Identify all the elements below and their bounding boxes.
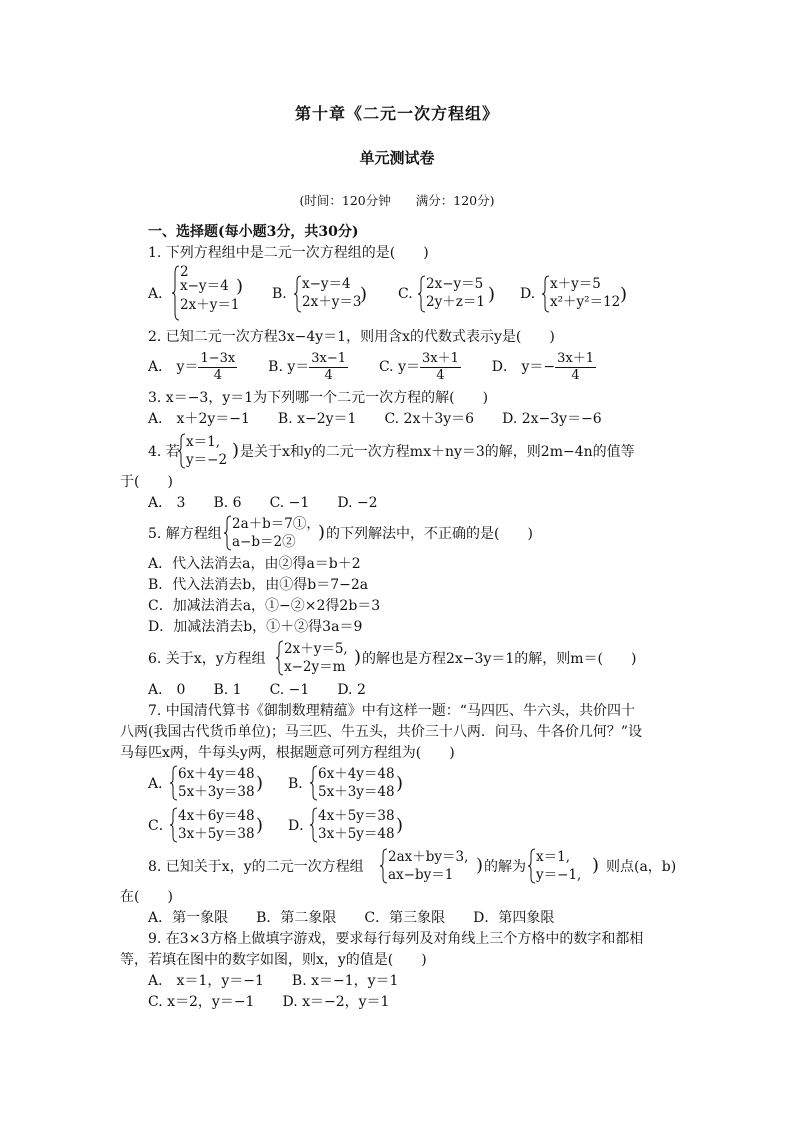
page-subtitle: 单元测试卷 (359, 149, 435, 167)
q7-option-a: 6x＋4y＝48 5x＋3y＝38 ) (170, 765, 255, 801)
q5-option-d: D．加减法消去b，①＋②得3a＝9 (148, 619, 363, 635)
time-info: (时间：120分钟 满分：120分) (299, 193, 495, 208)
q5-option-a: A．代入法消去a，由②得a＝b＋2 (148, 556, 361, 572)
left-brace-icon (294, 275, 302, 313)
page-title: 第十章《二元一次方程组》 (294, 104, 499, 123)
fraction: $\frac{3x-1}{4}$ (311, 350, 347, 383)
left-brace-icon (172, 265, 180, 321)
q1-option-b: x−y＝4 2x＋y＝3 ) (294, 275, 361, 311)
q7-line3: 马每匹x两，牛每头y两，根据题意可列方程组为( ) (120, 745, 455, 761)
q7-label-b: B． (288, 776, 313, 792)
q5-option-c: C．加减法消去a，①−②×2得2b＝3 (148, 598, 381, 614)
q2-options: A． y＝ $\frac{1-3x}{4}$ B. y＝ $\frac{3x-1}{4}$ C. y＝ $\frac{3x+1}{4}$ D． y＝− $\frac{3x+1}{4}$ (148, 350, 594, 383)
left-brace-icon (528, 848, 536, 884)
left-brace-icon (178, 433, 186, 469)
q7-label-a: A． (148, 776, 173, 792)
q7-option-b: 6x＋4y＝48 5x＋3y＝48 ) (310, 765, 395, 801)
left-brace-icon (170, 765, 178, 801)
q3-options: A． x＋2y＝−1 B. x−2y＝1 C. 2x＋3y＝6 D. 2x−3y＝−6 (148, 411, 602, 427)
q1-option-d: x＋y＝5 x²＋y²＝12 ) (542, 275, 620, 311)
q5-option-b: B．代入法消去b，由①得b＝7−2a (148, 577, 369, 593)
q8-pre: 8. 已知关于x，y的二元一次方程组 (148, 859, 364, 875)
q1-label-a: A． (148, 286, 173, 302)
q8-cont: 在( ) (120, 889, 173, 905)
q2-stem: 2. 已知二元一次方程3x−4y＝1，则用含x的代数式表示y是( ) (148, 329, 555, 345)
q7-label-c: C． (148, 818, 173, 834)
q9-line2: 等，若填在图中的数字如图，则x，y的值是( ) (120, 952, 427, 968)
q4-options: A． 3 B. 6 C. −1 D. −2 (148, 495, 378, 511)
q6-system: 2x＋y＝5, x−2y＝m (276, 640, 348, 676)
left-brace-icon (542, 275, 550, 313)
fraction: $\frac{3x+1}{4}$ (557, 350, 594, 383)
q7-option-d: 4x＋5y＝38 3x＋5y＝48 ) (310, 807, 395, 843)
q8-system-1: 2ax＋by＝3, ax−by＝1 (380, 848, 468, 884)
q4-system: x＝1, y＝−2 (178, 433, 227, 469)
q6-pre: 6. 关于x，y方程组 (148, 651, 266, 667)
section-heading: 一、选择题(每小题3分，共30分) (148, 224, 359, 240)
left-brace-icon (310, 807, 318, 843)
left-brace-icon (310, 765, 318, 801)
left-brace-icon (276, 640, 284, 676)
q7-option-c: 4x＋6y＝48 3x＋5y＝38 ) (170, 807, 255, 843)
q5-post: 的下列解法中，不正确的是( ) (326, 526, 533, 542)
q4-cont: 于( ) (120, 474, 173, 490)
q1-option-a: 2 x−y＝4 2x＋y＝1 ) (172, 265, 239, 317)
fraction: $\frac{1-3x}{4}$ (200, 350, 236, 383)
q1-label-b: B. (272, 286, 287, 302)
q5-system: 2a＋b＝7①， a−b＝2② (224, 515, 320, 551)
left-brace-icon (224, 515, 232, 551)
q9-options-cd: C. x＝2，y＝−1 D. x＝−2，y＝1 (148, 994, 390, 1010)
fraction: $\frac{3x+1}{4}$ (422, 350, 459, 383)
q7-label-d: D． (288, 818, 314, 834)
left-brace-icon (380, 848, 388, 884)
q1-label-c: C. (398, 286, 413, 302)
q8-options: A．第一象限 B．第二象限 C．第三象限 D．第四象限 (148, 910, 555, 926)
q5-pre: 5. 解方程组 (148, 526, 222, 542)
q3-stem: 3. x＝−3，y＝1为下列哪一个二元一次方程的解( ) (148, 390, 489, 406)
q6-post: 的解也是方程2x−3y＝1的解，则m＝( ) (362, 651, 637, 667)
q9-line1: 9. 在3×3方格上做填字游戏，要求每行每列及对角线上三个方格中的数字和都相 (148, 931, 644, 947)
q8-post: 则点(a，b) (606, 859, 677, 875)
q8-mid: 的解为 (484, 859, 526, 875)
left-brace-icon (418, 275, 426, 313)
q1-stem: 1. 下列方程组中是二元一次方程组的是( ) (148, 245, 429, 261)
q4-pre: 4. 若 (148, 444, 180, 460)
left-brace-icon (170, 807, 178, 843)
q7-line2: 八两(我国古代货币单位)；马三匹、牛五头，共价三十八两．问马、牛各价几何？”设 (120, 724, 643, 740)
q6-options: A． 0 B. 1 C. −1 D. 2 (148, 682, 366, 698)
q1-label-d: D. (520, 286, 536, 302)
q9-options-ab: A． x＝1，y＝−1 B. x＝−1，y＝1 (148, 973, 399, 989)
q4-post: 是关于x和y的二元一次方程mx＋ny＝3的解，则2m−4n的值等 (240, 444, 635, 460)
q1-option-c: 2x−y＝5 2y＋z＝1 ) (418, 275, 485, 311)
q8-system-2: x＝1, y＝−1, (528, 848, 581, 884)
q7-line1: 7. 中国清代算书《御制数理精蕴》中有这样一题：“马四匹、牛六头，共价四十 (148, 703, 635, 719)
